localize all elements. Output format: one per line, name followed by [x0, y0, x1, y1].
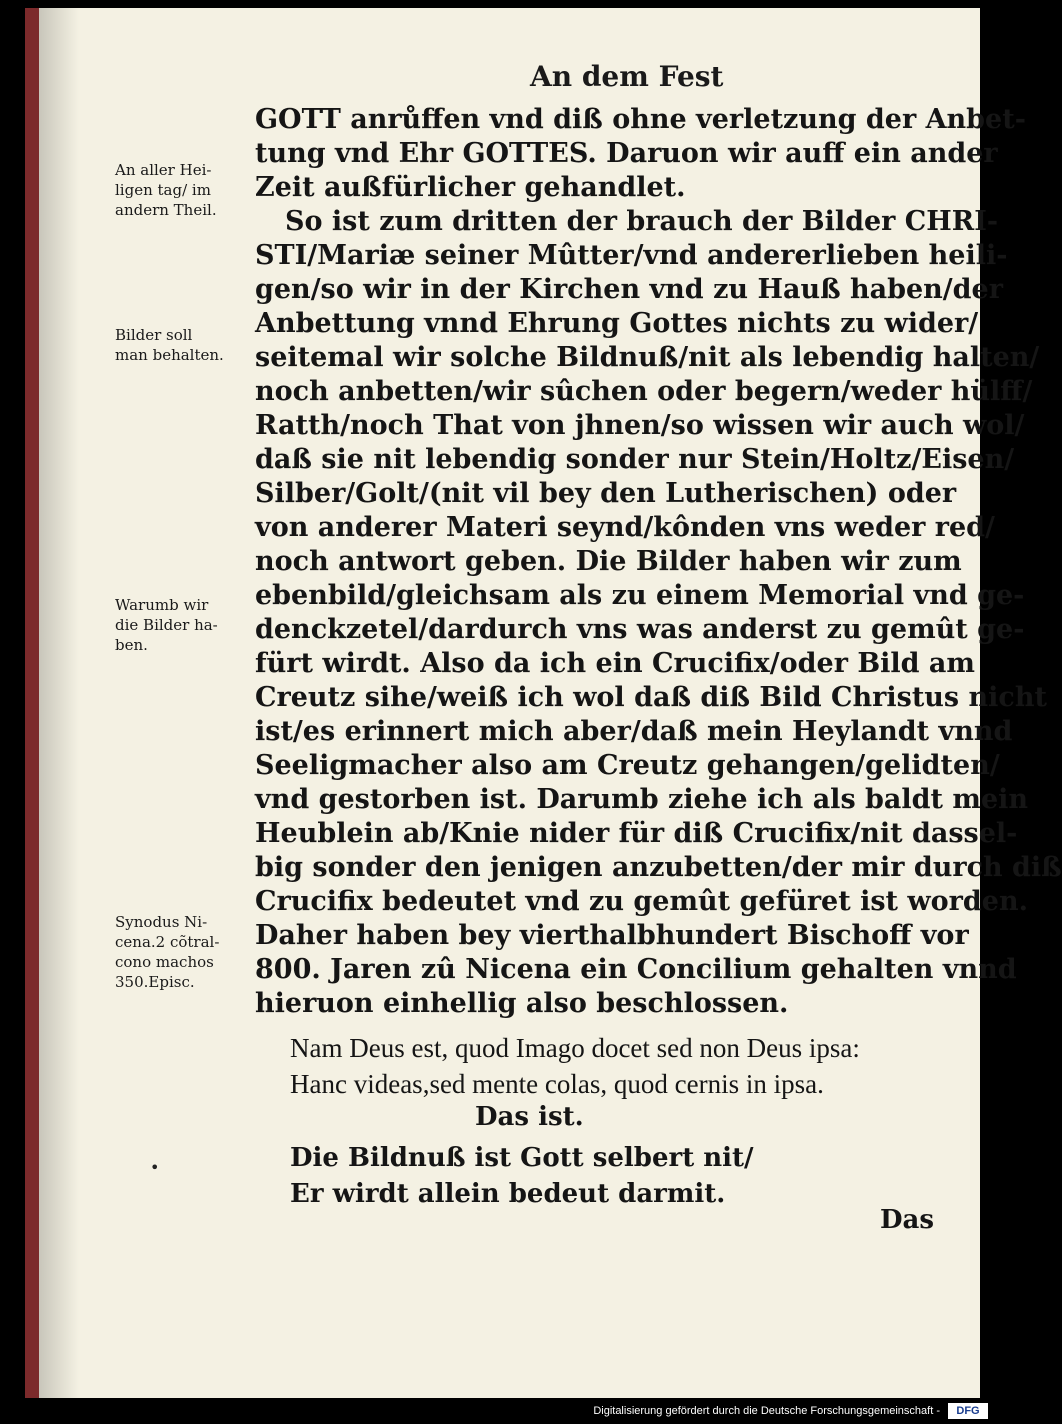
margin-note-line: die Bilder ha-	[115, 616, 218, 634]
text-line: von anderer Materi seynd/kônden vns weder red/	[255, 512, 995, 543]
text-line: ist/es erinnert mich aber/daß mein Heylandt vnnd	[255, 716, 1013, 747]
text-line: So ist zum dritten der brauch der Bilder CHRI-	[285, 206, 999, 237]
subheading: Das ist.	[475, 1102, 584, 1132]
text-line: Heublein ab/Knie nider für diß Crucifix/nit dassel-	[255, 818, 1018, 849]
margin-note-line: cono machos	[115, 953, 214, 971]
margin-note-line: cena.2 cõtral-	[115, 933, 220, 951]
text-line: noch antwort geben. Die Bilder haben wir zum	[255, 546, 962, 577]
text-line: tung vnd Ehr GOTTES. Daruon wir auff ein ander	[255, 138, 998, 169]
margin-note-line: man behalten.	[115, 346, 224, 364]
text-line: noch anbetten/wir sûchen oder begern/weder hülff/	[255, 376, 1033, 407]
text-line: GOTT anrůffen vnd diß ohne verletzung der Anbet-	[255, 104, 1026, 135]
text-line: gen/so wir in der Kirchen vnd zu Hauß haben/der	[255, 274, 1003, 305]
dfg-logo: DFG	[948, 1403, 988, 1419]
text-line: Daher haben bey vierthalbhundert Bischoff vor	[255, 920, 969, 951]
latin-verse	[290, 1030, 970, 1102]
running-head: An dem Fest	[530, 60, 724, 93]
margin-note-heiligen	[115, 160, 255, 220]
margin-note-line: An aller Hei-	[115, 161, 212, 179]
text-line: big sonder den jenigen anzubetten/der mir durch diß	[255, 852, 1062, 883]
text-line: Creutz sihe/weiß ich wol daß diß Bild Christus nicht	[255, 682, 1047, 713]
margin-note-line: ligen tag/ im	[115, 181, 211, 199]
margin-note-line: Synodus Ni-	[115, 913, 208, 931]
margin-note-line: Warumb wir	[115, 596, 209, 614]
text-line: denckzetel/dardurch vns was anderst zu gemût ge-	[255, 614, 1025, 645]
gutter-shadow	[39, 8, 79, 1398]
margin-note-line: andern Theil.	[115, 201, 217, 219]
margin-bullet: •	[150, 1158, 160, 1177]
margin-note-synodus	[115, 912, 255, 992]
latin-verse-line: Hanc videas,sed mente colas, quod cernis in ipsa.	[290, 1069, 824, 1099]
text-line: daß sie nit lebendig sonder nur Stein/Holtz/Eisen/	[255, 444, 1015, 475]
catchword: Das	[880, 1205, 935, 1235]
german-verse	[290, 1140, 754, 1212]
text-line: Zeit außfürlicher gehandlet.	[255, 172, 686, 203]
margin-note-line: Bilder soll	[115, 326, 193, 344]
text-line: Seeligmacher also am Creutz gehangen/gelidten/	[255, 750, 1000, 781]
text-line: seitemal wir solche Bildnuß/nit als lebendig halten/	[255, 342, 1040, 373]
text-line: Crucifix bedeutet vnd zu gemût gefüret ist worden.	[255, 886, 1028, 917]
text-line: ebenbild/gleichsam als zu einem Memorial vnd ge-	[255, 580, 1025, 611]
text-line: Anbettung vnnd Ehrung Gottes nichts zu wider/	[255, 308, 979, 339]
text-line: Silber/Golt/(nit vil bey den Lutherischen) oder	[255, 478, 957, 509]
margin-note-line: ben.	[115, 636, 148, 654]
text-line: hieruon einhellig also beschlossen.	[255, 988, 789, 1019]
german-verse-line: Die Bildnuß ist Gott selbert nit/	[290, 1143, 754, 1173]
text-line: vnd gestorben ist. Darumb ziehe ich als baldt mein	[255, 784, 1029, 815]
text-line: 800. Jaren zû Nicena ein Concilium gehalten vnnd	[255, 954, 1017, 985]
text-line: fürt wirdt. Also da ich ein Crucifix/oder Bild am	[255, 648, 975, 679]
text-line: Ratth/noch That von jhnen/so wissen wir auch wol/	[255, 410, 1025, 441]
latin-verse-line: Nam Deus est, quod Imago docet sed non Deus ipsa:	[290, 1033, 860, 1063]
funding-credit: Digitalisierung gefördert durch die Deutsche Forschungsgemeinschaft -	[593, 1405, 940, 1417]
text-line: STI/Mariæ seiner Mûtter/vnd andererlieben heili-	[255, 240, 1008, 271]
margin-note-bilder-soll	[115, 325, 255, 365]
footer-bar	[0, 1400, 1000, 1424]
main-text-block	[255, 103, 1062, 1021]
margin-note-line: 350.Episc.	[115, 973, 195, 991]
margin-note-warumb	[115, 595, 255, 655]
german-verse-line: Er wirdt allein bedeut darmit.	[290, 1179, 726, 1209]
